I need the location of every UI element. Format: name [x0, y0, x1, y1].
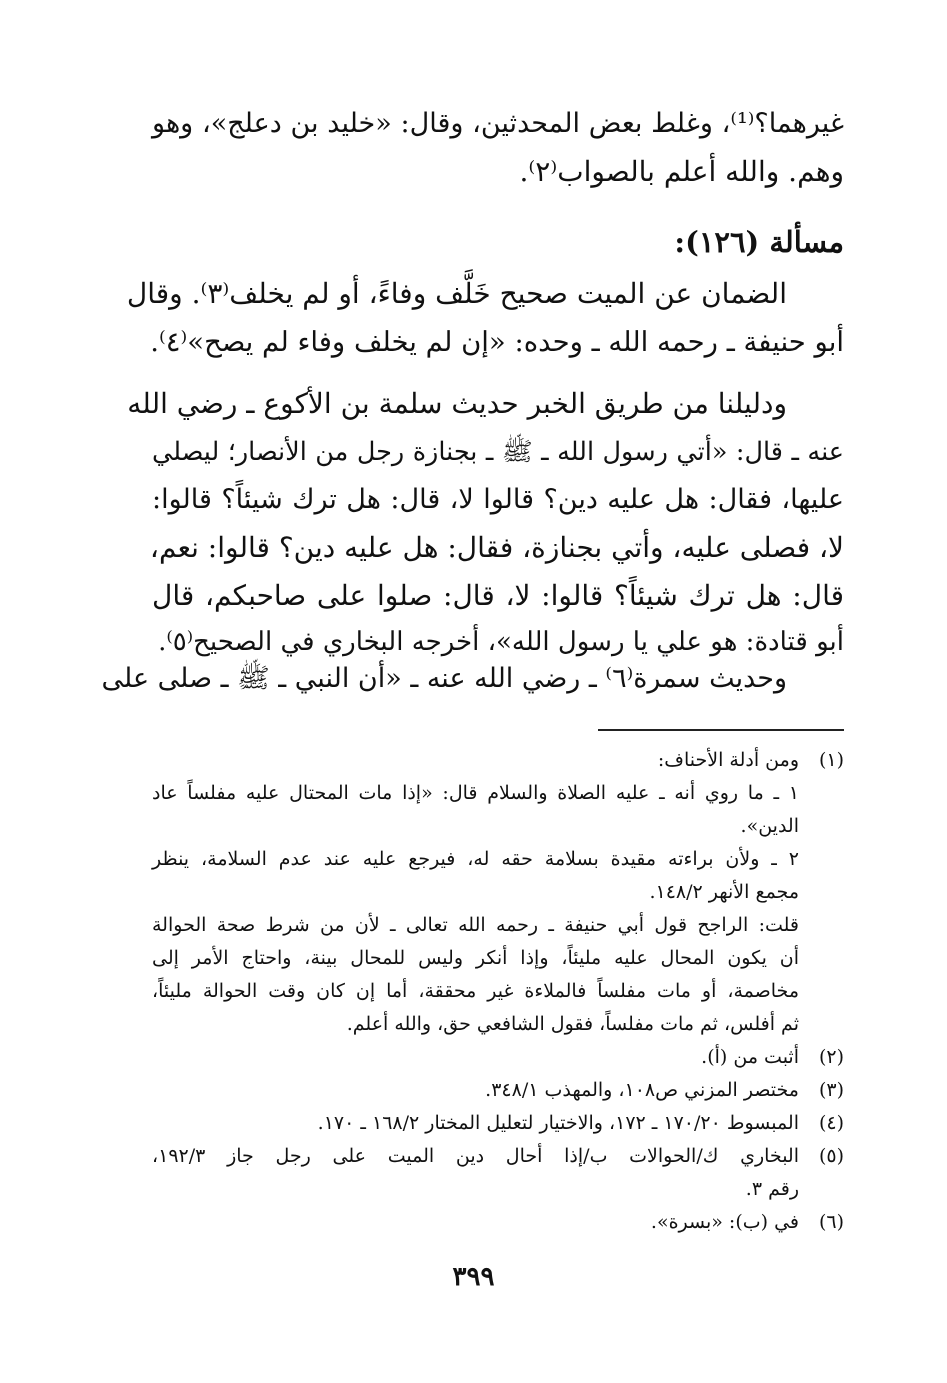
- text-line: عنه ـ قال: «أتي رسول الله ـ ﷺ ـ بجنازة رجل من الأنصار؛ ليصلي: [152, 437, 844, 467]
- footnote-line: البخاري ك/الحوالات ب/إذا أحال دين الميت على رجل جاز ١٩٢/٣،: [152, 1145, 799, 1167]
- footnote-line: الدين».: [740, 815, 799, 837]
- footnote-line: رقم ٣.: [745, 1178, 799, 1200]
- footnote-line: قلت: الراجح قول أبي حنيفة ـ رحمه الله تعالى ـ لأن من شرط صحة الحوالة: [152, 914, 799, 936]
- text-line: عليها، فقال: هل عليه دين؟ قالوا لا، قال: هل ترك شيئاً؟ قالوا:: [152, 484, 844, 515]
- footnote-line: أثبت من (أ).: [701, 1046, 799, 1068]
- footnote-line: مجمع الأنهر ١٤٨/٢.: [649, 881, 799, 903]
- footnote-line: ومن أدلة الأحناف:: [657, 749, 799, 771]
- footnote-line: المبسوط ١٧٠/٢٠ ـ ١٧٢، والاختيار لتعليل المختار ١٦٨/٢ ـ ١٧٠.: [317, 1112, 799, 1134]
- footnote-number: (٢): [818, 1046, 844, 1068]
- footnote-line: مخاصمة، أو مات مفلساً فالملاءة غير محققة، أما إن كان وقت الحوالة مليئاً،: [152, 980, 799, 1002]
- text-line: أبو قتادة: هو علي يا رسول الله»، أخرجه البخاري في الصحيح⁽٥⁾.: [158, 627, 844, 657]
- footnote-line: ٢ ـ ولأن براءته مقيدة بسلامة حقه له، فيرجع عليه عند عدم السلامة، ينظر: [152, 848, 799, 870]
- text-line: غيرهما؟⁽¹⁾، وغلط بعض المحدثين، وقال: «خليد بن دعلج»، وهو: [152, 108, 844, 139]
- page-number: ٣٩٩: [452, 1262, 495, 1292]
- footnote-number: (٦): [818, 1211, 844, 1233]
- footnote-line: ثم أفلس، ثم مات مفلساً، فقول الشافعي حق، والله أعلم.: [346, 1013, 799, 1035]
- text-line: ودليلنا من طريق الخبر حديث سلمة بن الأكوع ـ رضي الله: [127, 387, 787, 420]
- footnote-line: أن يكون المحال عليه مليئاً، وإذا أنكر وليس للمحال بينة، واحتاج الأمر إلى: [152, 947, 799, 969]
- text-line: الضمان عن الميت صحيح خَلَّف وفاءً، أو لم يخلف⁽٣⁾. وقال: [126, 277, 787, 310]
- text-line: لا، فصلى عليه، وأتي بجنازة، فقال: هل عليه دين؟ قالوا: نعم،: [149, 531, 844, 564]
- text-line: وهم. والله أعلم بالصواب⁽٢⁾.: [519, 155, 844, 188]
- footnote-divider: [598, 729, 844, 731]
- footnote-line: مختصر المزني ص١٠٨، والمهذب ٣٤٨/١.: [485, 1079, 799, 1101]
- footnote-number: (٣): [818, 1079, 844, 1101]
- issue-heading: مسألة (١٢٦):: [674, 225, 844, 259]
- footnote-number: (٤): [818, 1112, 844, 1134]
- footnote-number: (١): [818, 749, 844, 771]
- text-line: أبو حنيفة ـ رحمه الله ـ وحده: «إن لم يخلف وفاء لم يصح»⁽٤⁾.: [150, 326, 844, 358]
- footnote-line: في (ب): «بسرة».: [650, 1211, 799, 1233]
- text-line: وحديث سمرة⁽٦⁾ ـ رضي الله عنه ـ «أن النبي ـ ﷺ ـ صلى على: [101, 663, 787, 694]
- footnote-line: ١ ـ ما روي أنه ـ عليه الصلاة والسلام قال: «إذا مات المحتال عليه مفلساً عاد: [152, 782, 799, 804]
- text-line: قال: هل ترك شيئاً؟ قالوا: لا، قال: صلوا على صاحبكم، قال: [152, 579, 844, 612]
- footnote-number: (٥): [818, 1145, 844, 1167]
